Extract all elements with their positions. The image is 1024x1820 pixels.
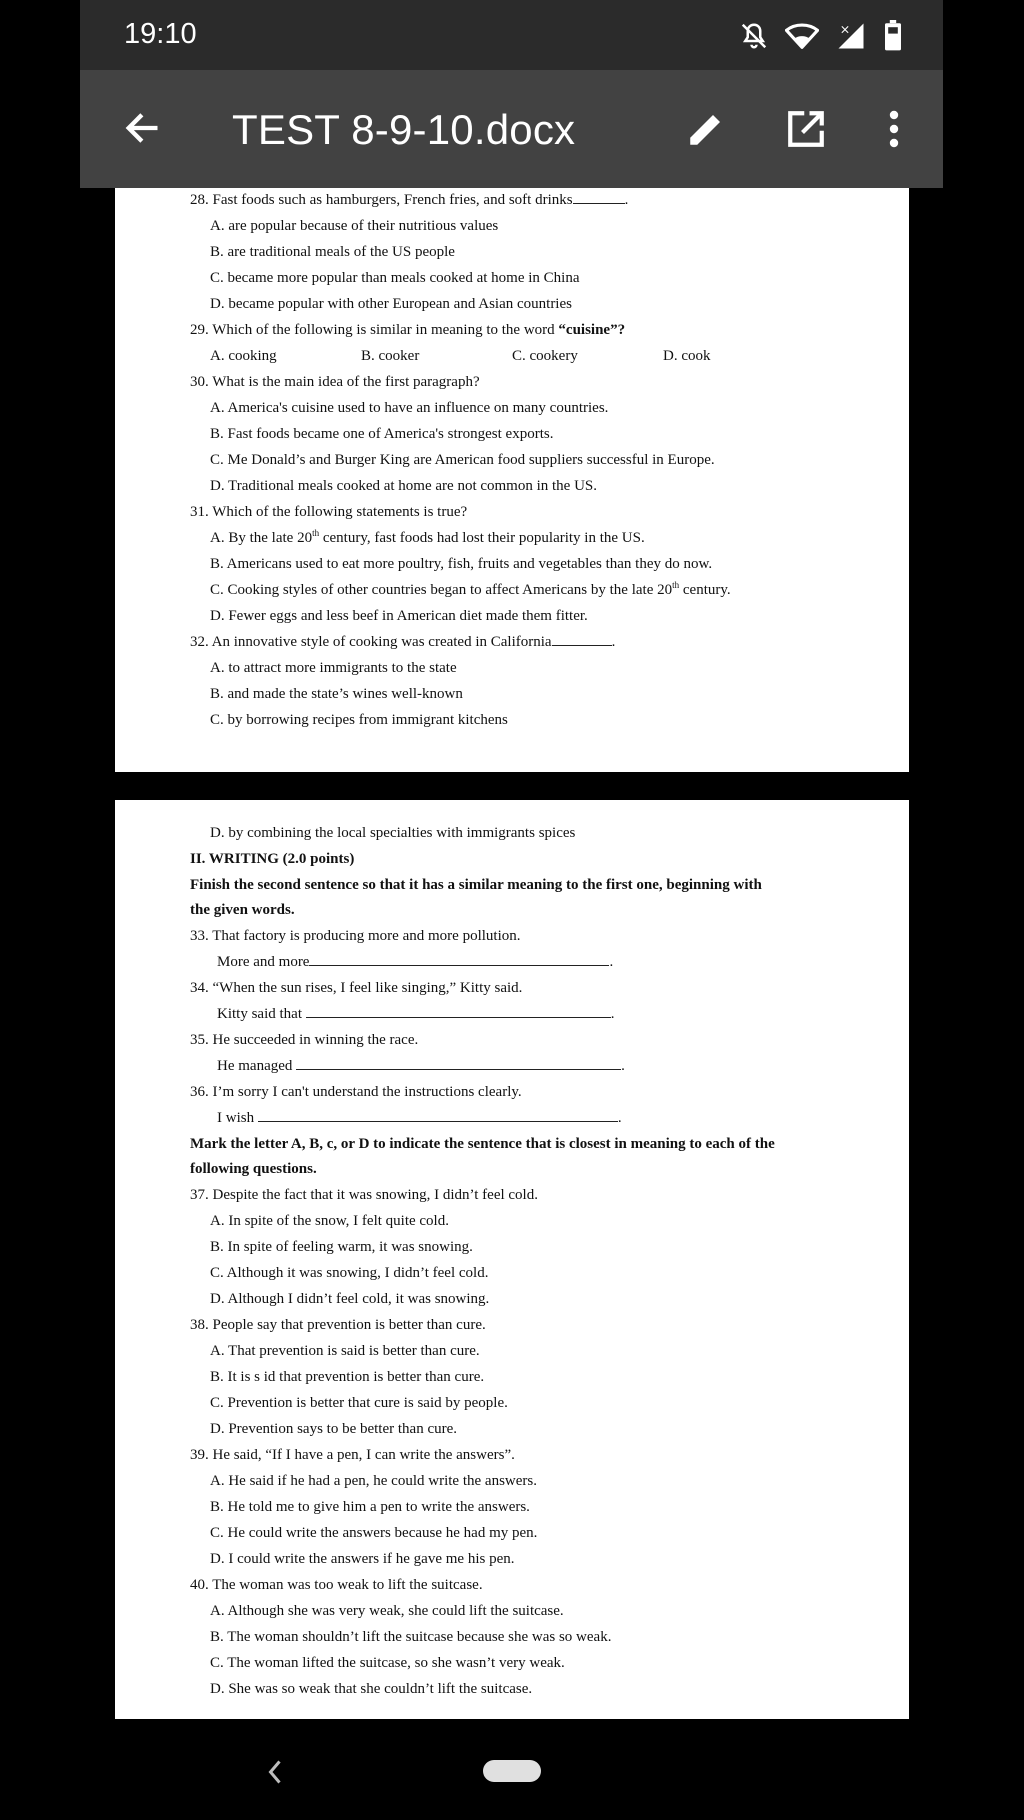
document-page-2 (115, 800, 909, 1719)
mute-icon (739, 21, 769, 51)
question-31: 31. Which of the following statements is true? (190, 504, 468, 520)
status-bar (80, 0, 943, 70)
back-button[interactable] (122, 108, 162, 153)
option-32c: C. by borrowing recipes from immigrant kitchens (210, 712, 508, 728)
edit-button[interactable] (685, 108, 727, 155)
option-37c: C. Although it was snowing, I didn’t feel cold. (210, 1265, 489, 1281)
option-32a: A. to attract more immigrants to the state (210, 660, 457, 676)
svg-text:×: × (839, 21, 851, 37)
wifi-icon (785, 21, 819, 51)
option-32d: D. by combining the local specialties with immigrants spices (210, 825, 576, 841)
options-row-29 (115, 347, 909, 365)
option-30b: B. Fast foods became one of America's strongest exports. (210, 426, 554, 442)
question-29: 29. Which of the following is similar in meaning to the word “cuisine”? (190, 322, 626, 338)
option-28a: A. are popular because of their nutritious values (210, 218, 499, 234)
question-34: 34. “When the sun rises, I feel like singing,” Kitty said. (190, 980, 523, 996)
question-30: 30. What is the main idea of the first paragraph? (190, 374, 480, 390)
question-37: 37. Despite the fact that it was snowing, I didn’t feel cold. (190, 1187, 538, 1203)
option-28d: D. became popular with other European and Asian countries (210, 296, 572, 312)
option-39c: C. He could write the answers because he had my pen. (210, 1525, 538, 1541)
option-40a: A. Although she was very weak, she could lift the suitcase. (210, 1603, 564, 1619)
question-28: 28. Fast foods such as hamburgers, French fries, and soft drinks . (190, 192, 629, 208)
option-31b: B. Americans used to eat more poultry, fish, fruits and vegetables than they do now. (210, 556, 713, 572)
question-40: 40. The woman was too weak to lift the suitcase. (190, 1577, 483, 1593)
option-28b: B. are traditional meals of the US people (210, 244, 455, 260)
option-39b: B. He told me to give him a pen to write the answers. (210, 1499, 530, 1515)
option-39d: D. I could write the answers if he gave me his pen. (210, 1551, 515, 1567)
option-31a: A. By the late 20th century, fast foods had lost their popularity in the US. (210, 528, 645, 546)
open-external-button[interactable] (785, 108, 827, 155)
option-30d: D. Traditional meals cooked at home are not common in the US. (210, 478, 598, 494)
document-title: TEST 8-9-10.docx (232, 106, 576, 153)
battery-icon (883, 20, 903, 52)
question-36: 36. I’m sorry I can't understand the instructions clearly. (190, 1084, 522, 1100)
option-38b: B. It is s id that prevention is better than cure. (210, 1369, 485, 1385)
option-40c: C. The woman lifted the suitcase, so she wasn’t very weak. (210, 1655, 565, 1671)
option-31c: C. Cooking styles of other countries began to affect Americans by the late 20th century. (210, 580, 731, 598)
answer-36: I wish . (217, 1110, 622, 1126)
nav-back-button[interactable] (262, 1757, 288, 1792)
instruction-1-line-1: Finish the second sentence so that it has a similar meaning to the first one, beginning with (190, 877, 762, 893)
instruction-1-line-2: the given words. (190, 902, 295, 918)
question-32: 32. An innovative style of cooking was created in California . (190, 634, 616, 650)
answer-33: More and more . (217, 954, 614, 970)
open-external-icon (785, 108, 827, 150)
option-37b: B. In spite of feeling warm, it was snowing. (210, 1239, 473, 1255)
option-29c: C. cookery (512, 348, 578, 364)
writing-heading: II. WRITING (2.0 points) (190, 851, 355, 867)
answer-35: He managed . (217, 1058, 625, 1074)
question-39: 39. He said, “If I have a pen, I can write the answers”. (190, 1447, 515, 1463)
option-30a: A. America's cuisine used to have an influence on many countries. (210, 400, 609, 416)
edit-icon (685, 108, 727, 150)
option-38c: C. Prevention is better that cure is said by people. (210, 1395, 508, 1411)
more-options-button[interactable] (884, 108, 904, 155)
status-time: 19:10 (124, 18, 197, 50)
instruction-2-line-2: following questions. (190, 1161, 317, 1177)
app-toolbar (80, 70, 943, 188)
question-38: 38. People say that prevention is better than cure. (190, 1317, 486, 1333)
document-page-1 (115, 188, 909, 772)
back-arrow-icon (122, 108, 162, 148)
instruction-2-line-1: Mark the letter A, B, c, or D to indicate the sentence that is closest in meaning to each of the (190, 1136, 775, 1152)
signal-icon (835, 21, 867, 51)
option-37a: A. In spite of the snow, I felt quite cold. (210, 1213, 449, 1229)
option-29b: B. cooker (361, 348, 420, 364)
option-37d: D. Although I didn’t feel cold, it was snowing. (210, 1291, 490, 1307)
nav-home-pill[interactable] (483, 1760, 541, 1782)
option-38a: A. That prevention is said is better than cure. (210, 1343, 480, 1359)
answer-34: Kitty said that . (217, 1006, 615, 1022)
option-29a: A. cooking (210, 348, 277, 364)
option-39a: A. He said if he had a pen, he could write the answers. (210, 1473, 537, 1489)
option-32b: B. and made the state’s wines well-known (210, 686, 463, 702)
question-35: 35. He succeeded in winning the race. (190, 1032, 419, 1048)
option-38d: D. Prevention says to be better than cure. (210, 1421, 458, 1437)
option-29d: D. cook (663, 348, 711, 364)
option-30c: C. Me Donald’s and Burger King are American food suppliers successful in Europe. (210, 452, 715, 468)
nav-back-icon (262, 1757, 288, 1787)
option-40d: D. She was so weak that she couldn’t lift the suitcase. (210, 1681, 533, 1697)
option-31d: D. Fewer eggs and less beef in American diet made them fitter. (210, 608, 588, 624)
question-33: 33. That factory is producing more and more pollution. (190, 928, 521, 944)
option-28c: C. became more popular than meals cooked at home in China (210, 270, 580, 286)
status-icons (739, 16, 903, 56)
more-vert-icon (884, 108, 904, 150)
option-40b: B. The woman shouldn’t lift the suitcase because she was so weak. (210, 1629, 612, 1645)
